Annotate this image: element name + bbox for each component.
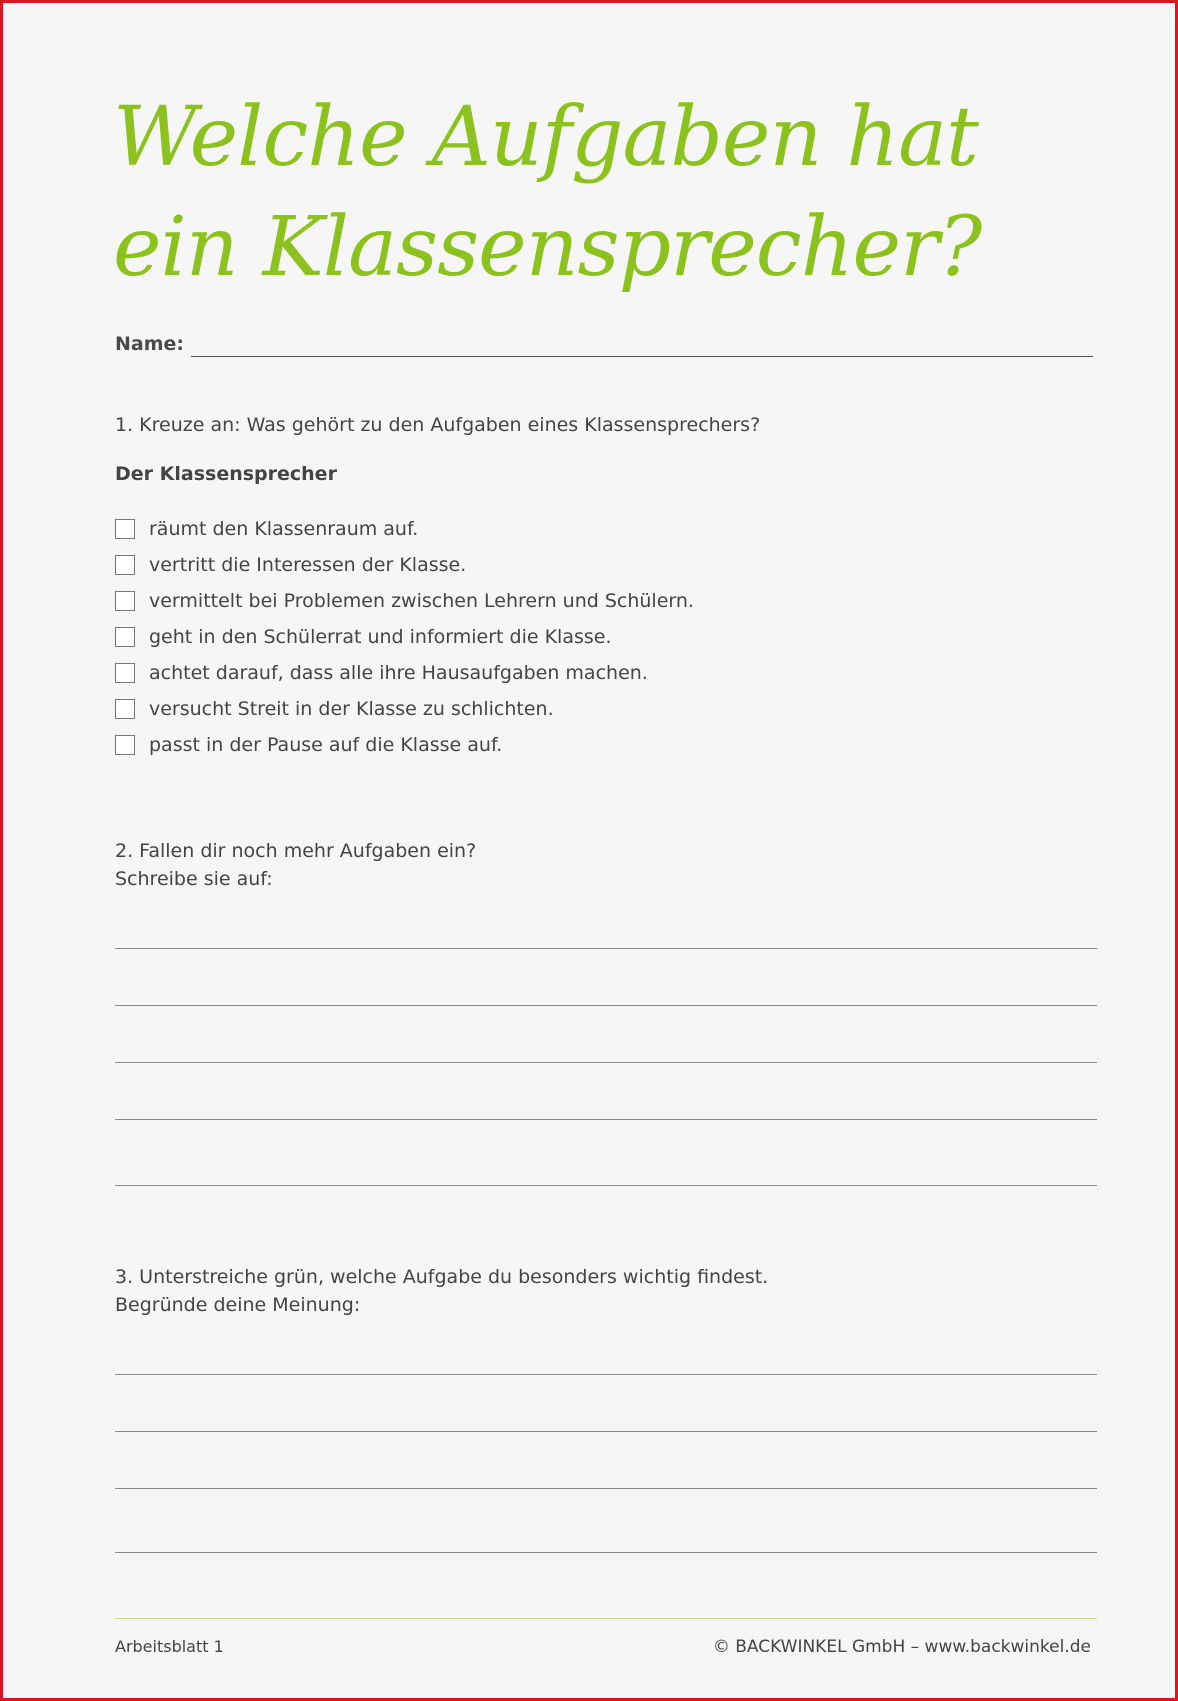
checkbox-option[interactable] — [115, 727, 694, 763]
checkbox-option[interactable] — [115, 583, 694, 619]
footer-divider — [115, 1618, 1097, 1619]
checkbox-label: vermittelt bei Problemen zwischen Lehrern und Schülern. — [149, 590, 694, 612]
checkbox-option[interactable] — [115, 547, 694, 583]
question-3 — [115, 1263, 768, 1319]
name-field-row — [115, 333, 1093, 363]
question-1: 1. Kreuze an: Was gehört zu den Aufgaben eines Klassensprechers? — [115, 414, 761, 436]
answer-line[interactable] — [115, 1431, 1097, 1432]
checkbox-option[interactable] — [115, 655, 694, 691]
answer-line[interactable] — [115, 1374, 1097, 1375]
subheading-klassensprecher: Der Klassensprecher — [115, 463, 337, 485]
name-label: Name: — [115, 333, 185, 355]
checkbox[interactable] — [115, 735, 135, 755]
checkbox[interactable] — [115, 555, 135, 575]
footer-sheet-label: Arbeitsblatt 1 — [115, 1637, 224, 1656]
checkbox-option[interactable] — [115, 619, 694, 655]
checkbox[interactable] — [115, 591, 135, 611]
answer-line[interactable] — [115, 1062, 1097, 1063]
question-2 — [115, 837, 476, 893]
checkbox[interactable] — [115, 627, 135, 647]
checkbox[interactable] — [115, 519, 135, 539]
answer-line[interactable] — [115, 948, 1097, 949]
checkbox-label: passt in der Pause auf die Klasse auf. — [149, 734, 503, 756]
checkbox[interactable] — [115, 699, 135, 719]
footer-copyright: © BACKWINKEL GmbH – www.backwinkel.de — [712, 1637, 1091, 1657]
checkbox-option[interactable] — [115, 691, 694, 727]
checkbox-label: geht in den Schülerrat und informiert die Klasse. — [149, 626, 612, 648]
checkbox-label: achtet darauf, dass alle ihre Hausaufgaben machen. — [149, 662, 648, 684]
question-3-line-2: Begründe deine Meinung: — [115, 1294, 361, 1316]
page-title — [113, 83, 1013, 303]
checkbox-label: versucht Streit in der Klasse zu schlichten. — [149, 698, 554, 720]
title-line-1: Welche Aufgaben hat — [113, 90, 978, 185]
question-3-line-1: 3. Unterstreiche grün, welche Aufgabe du besonders wichtig findest. — [115, 1266, 769, 1288]
answer-line[interactable] — [115, 1552, 1097, 1553]
answer-line[interactable] — [115, 1005, 1097, 1006]
title-line-2: ein Klassensprecher? — [113, 200, 982, 295]
answer-line[interactable] — [115, 1119, 1097, 1120]
checkbox-label: räumt den Klassenraum auf. — [149, 518, 419, 540]
checkbox-list — [115, 511, 694, 763]
question-2-line-2: Schreibe sie auf: — [115, 868, 273, 890]
name-write-line[interactable] — [191, 356, 1093, 357]
answer-line[interactable] — [115, 1185, 1097, 1186]
checkbox-option[interactable] — [115, 511, 694, 547]
question-2-line-1: 2. Fallen dir noch mehr Aufgaben ein? — [115, 840, 477, 862]
checkbox-label: vertritt die Interessen der Klasse. — [149, 554, 467, 576]
checkbox[interactable] — [115, 663, 135, 683]
answer-line[interactable] — [115, 1488, 1097, 1489]
